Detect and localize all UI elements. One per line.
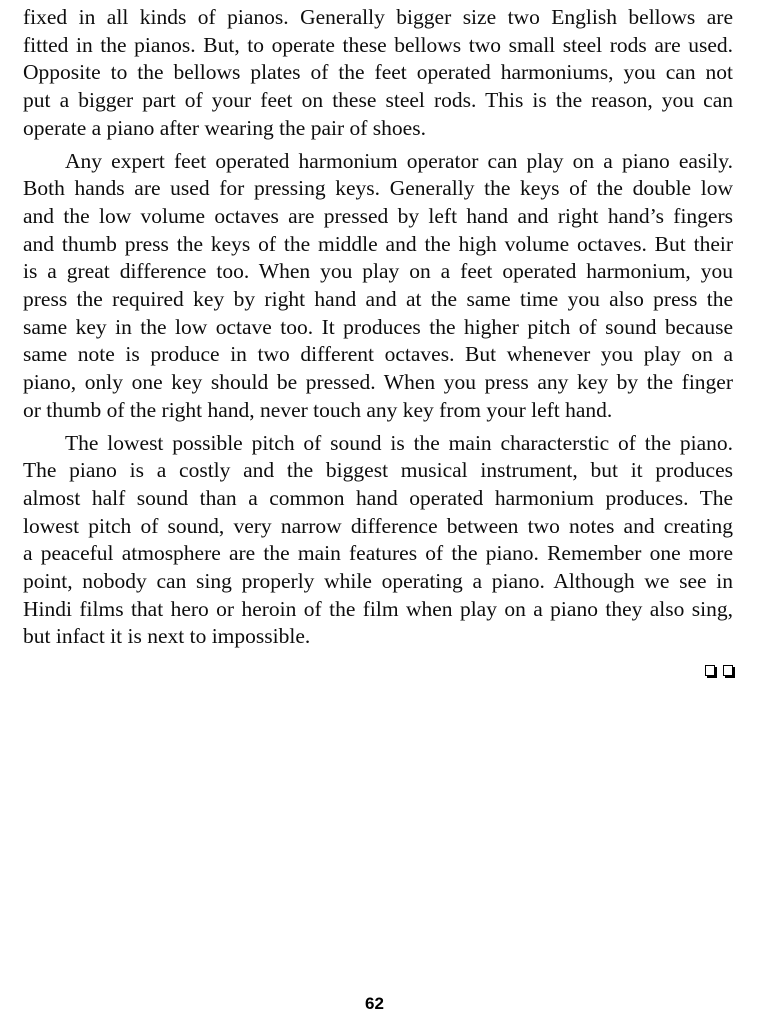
page-number: 62: [365, 994, 384, 1013]
text-line: put a bigger part of your feet on these steel rods. This is the reason, you can: [23, 88, 733, 113]
text-line: Any expert feet operated harmonium operator can play on a piano easily.: [65, 148, 733, 173]
text-line: but infact it is next to impossible.: [23, 624, 311, 649]
text-line: fitted in the pianos. But, to operate these bellows two small steel rods are used.: [23, 32, 733, 57]
text-line: lowest pitch of sound, very narrow difference between two notes and creating: [23, 513, 733, 538]
text-line: fixed in all kinds of pianos. Generally bigger size two English bellows are: [23, 5, 733, 29]
text-line: Opposite to the bellows plates of the feet operated harmoniums, you can not: [23, 60, 733, 85]
text-line: a peaceful atmosphere are the main features of the piano. Remember one more: [23, 541, 733, 566]
text-line: piano, only one key should be pressed. When you press any key by the finger: [23, 370, 733, 395]
text-line: press the required key by right hand and at the same time you also press the: [23, 287, 733, 312]
text-line: Hindi films that hero or heroin of the film when play on a piano they also sing,: [23, 596, 733, 621]
text-block: [23, 4, 733, 686]
text-line: and thumb press the keys of the middle and the high volume octaves. But their: [23, 231, 733, 256]
end-marks: [23, 656, 733, 686]
text-line: operate a piano after wearing the pair of shoes.: [23, 115, 426, 140]
paragraph: [23, 4, 733, 143]
end-mark-square-icon: [723, 665, 733, 676]
text-line: is a great difference too. When you play on a feet operated harmonium, you: [23, 259, 733, 284]
text-line: point, nobody can sing properly while operating a piano. Although we see in: [23, 569, 733, 594]
text-line: Both hands are used for pressing keys. Generally the keys of the double low: [23, 176, 733, 201]
end-mark-square-icon: [705, 665, 715, 676]
text-line: same key in the low octave too. It produces the higher pitch of sound because: [23, 314, 733, 339]
text-line: The lowest possible pitch of sound is the main characterstic of the piano.: [65, 430, 733, 455]
text-line: same note is produce in two different octaves. But whenever you play on a: [23, 342, 733, 367]
text-line: or thumb of the right hand, never touch any key from your left hand.: [23, 397, 613, 422]
text-line: The piano is a costly and the biggest musical instrument, but it produces: [23, 458, 733, 483]
text-line: and the low volume octaves are pressed by left hand and right hand’s fingers: [23, 203, 733, 228]
text-line: almost half sound than a common hand operated harmonium produces. The: [23, 485, 733, 510]
paragraph: [23, 430, 733, 652]
paragraph: [23, 148, 733, 425]
